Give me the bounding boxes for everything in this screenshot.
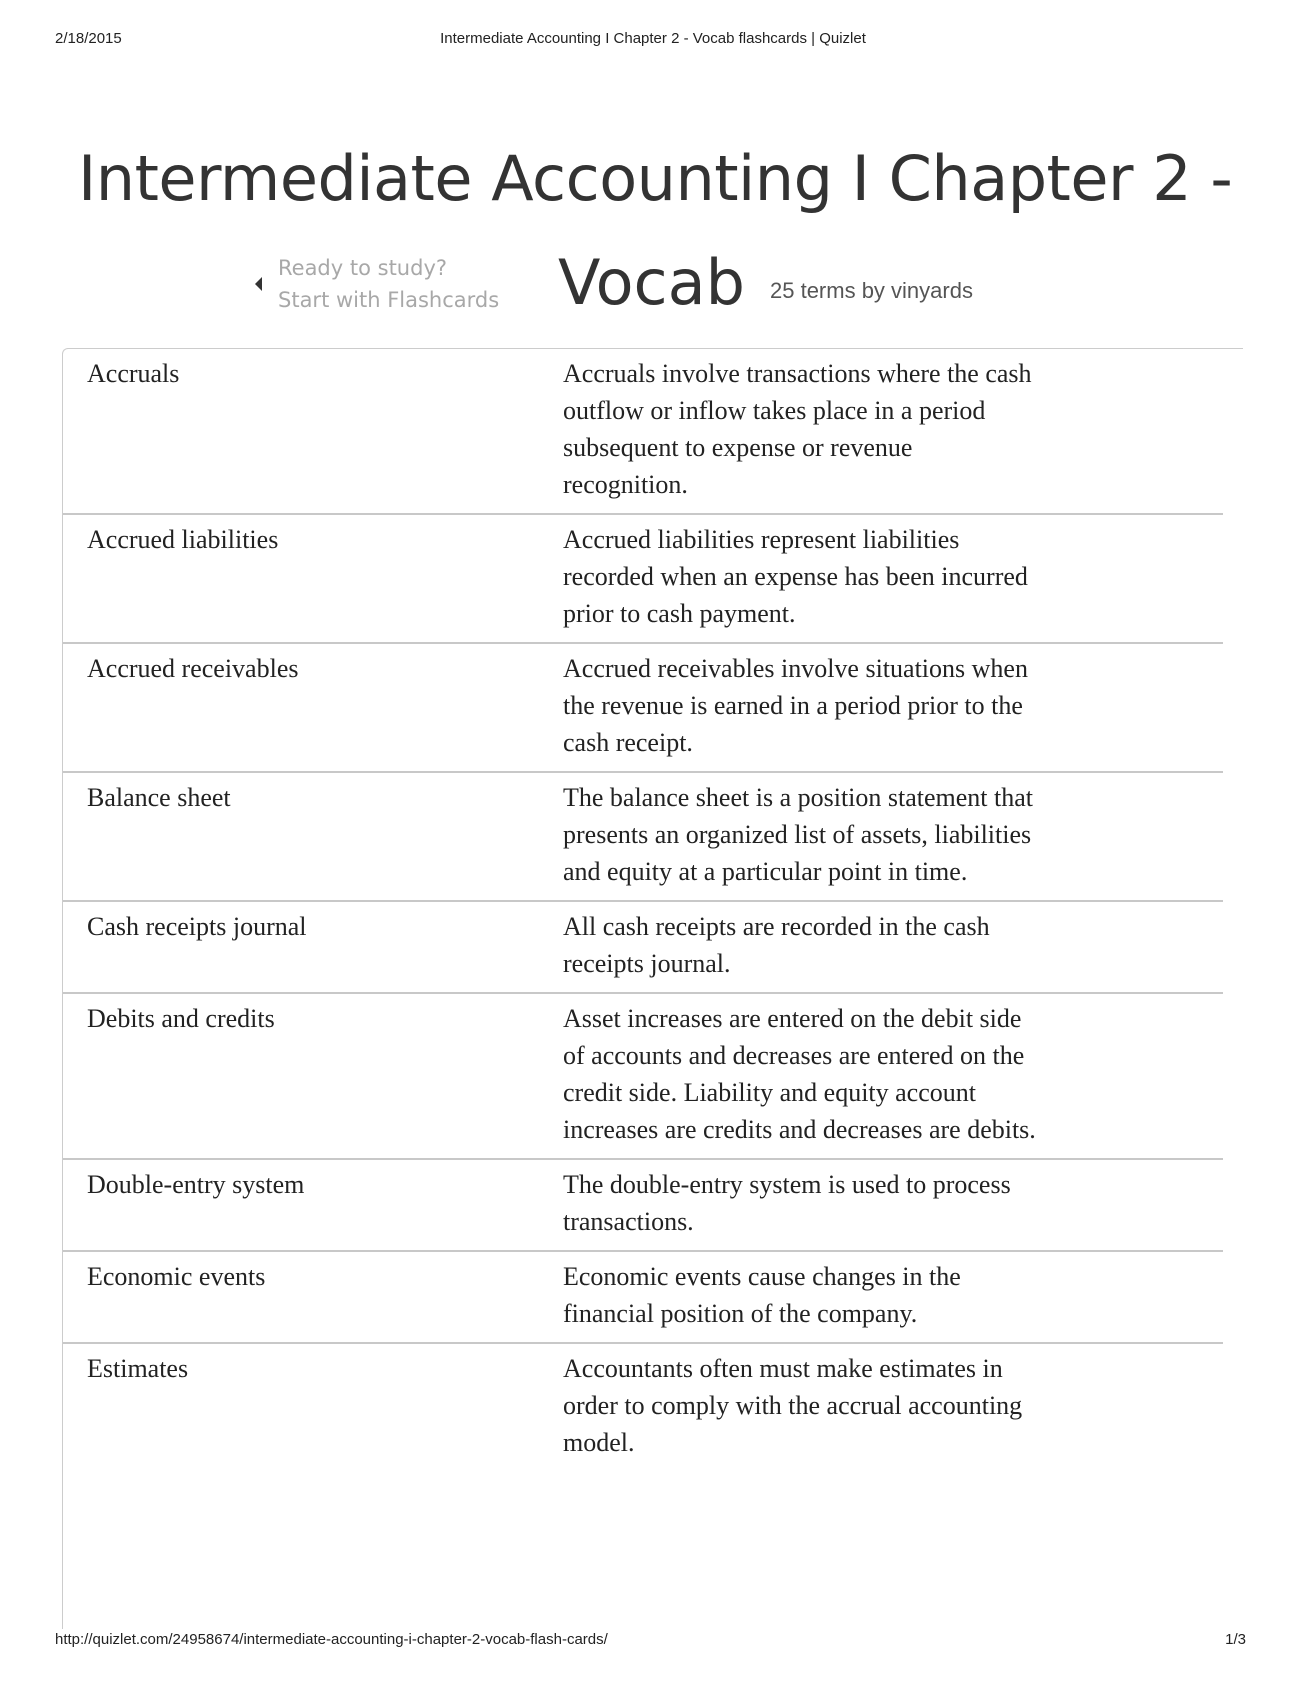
term-row [63, 644, 1223, 773]
caret-left-icon [255, 277, 262, 291]
print-page-number: 1/3 [1225, 1631, 1246, 1648]
term-definition: Asset increases are entered on the debit side of accounts and decreases are entered on the credit side. Liability and equity account increases are credits and decreases are debits. [563, 1004, 1036, 1144]
set-title: Intermediate Accounting I Chapter 2 - [78, 142, 1233, 215]
term-word: Debits and credits [87, 1004, 275, 1033]
term-definition: The balance sheet is a position statement that presents an organized list of assets, liabilities and equity at a particular point in time. [563, 783, 1034, 886]
term-definition: Accruals involve transactions where the cash outflow or inflow takes place in a period subsequent to expense or revenue recognition. [563, 359, 1032, 499]
study-prompt-line2: Start with Flashcards [278, 288, 500, 312]
term-definition: All cash receipts are recorded in the cash receipts journal. [563, 912, 990, 978]
set-title-continued: Vocab [558, 246, 745, 319]
term-row [63, 994, 1223, 1160]
term-word: Estimates [87, 1354, 189, 1383]
term-row [63, 1344, 1223, 1471]
set-meta: 25 terms by vinyards [770, 278, 973, 303]
term-word: Economic events [87, 1262, 266, 1291]
term-row [63, 1160, 1223, 1252]
term-word: Cash receipts journal [87, 912, 307, 941]
start-flashcards-link[interactable] [255, 252, 499, 316]
term-word: Balance sheet [87, 783, 231, 812]
term-definition: The double-entry system is used to process transactions. [563, 1170, 1011, 1236]
term-word: Accruals [87, 359, 180, 388]
term-row [63, 1252, 1223, 1344]
term-row [63, 773, 1223, 902]
term-word: Accrued receivables [87, 654, 299, 683]
term-row [63, 902, 1223, 994]
print-date: 2/18/2015 [55, 30, 122, 47]
term-definition: Accountants often must make estimates in order to comply with the accrual accounting model. [563, 1354, 1023, 1457]
term-word: Double-entry system [87, 1170, 305, 1199]
print-url: http://quizlet.com/24958674/intermediate-accounting-i-chapter-2-vocab-flash-cards/ [55, 1631, 608, 1648]
term-row [63, 515, 1223, 644]
term-definition: Accrued receivables involve situations when the revenue is earned in a period prior to the cash receipt. [563, 654, 1028, 757]
print-page-title: Intermediate Accounting I Chapter 2 - Vocab flashcards | Quizlet [440, 30, 866, 47]
term-row [63, 349, 1223, 515]
term-definition: Accrued liabilities represent liabilities recorded when an expense has been incurred prior to cash payment. [563, 525, 1028, 628]
study-prompt-line1: Ready to study? [278, 256, 448, 280]
term-word: Accrued liabilities [87, 525, 279, 554]
term-definition: Economic events cause changes in the financial position of the company. [563, 1262, 961, 1328]
terms-list [63, 349, 1223, 1471]
